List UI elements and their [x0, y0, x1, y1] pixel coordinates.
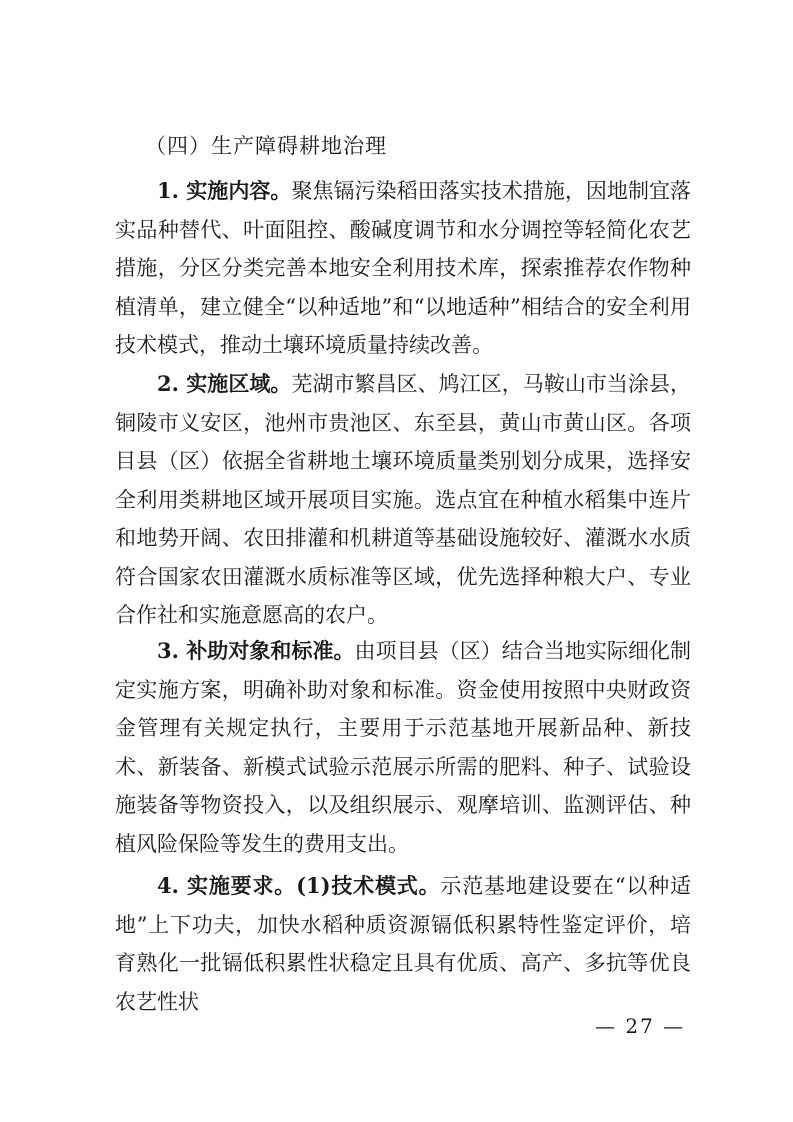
page-number: — 27 — — [595, 1014, 686, 1038]
paragraph-lead: 4. 实施要求。(1)技术模式。 — [157, 873, 441, 898]
paragraph-subsidy-standard — [115, 632, 691, 863]
paragraph-body: 由项目县（区）结合当地实际细化制定实施方案，明确补助对象和标准。资金使用按照中央财政资金管理有关规定执行，主要用于示范基地开展新品种、新技术、新装备、新模式试验示范展示所需的肥料、种子、试验设施装备等物资投入，以及组织展示、观摩培训、监测评估、种植风险保险等发生的费用支出。 — [115, 639, 692, 856]
paragraph-body: 聚焦镉污染稻田落实技术措施，因地制宜落实品种替代、叶面阻控、酸碱度调节和水分调控等轻简化农艺措施，分区分类完善本地安全利用技术库，探索推荐农作物种植清单，建立健全“以种适地”和“以地适种”相结合的安全利用技术模式，推动土壤环境质量持续改善。 — [115, 179, 692, 357]
paragraph-implementation-content — [115, 172, 691, 365]
paragraph-lead: 3. 补助对象和标准。 — [157, 638, 355, 663]
paragraph-lead: 2. 实施区域。 — [157, 371, 292, 396]
paragraph-body: 示范基地建设要在“以种适地”上下功夫，加快水稻种质资源镉低积累特性鉴定评价，培育熟化一批镉低积累性状稳定且具有优质、高产、多抗等优良农艺性状 — [115, 874, 691, 1014]
paragraph-lead: 1. 实施内容。 — [157, 178, 292, 203]
paragraph-implementation-area — [115, 365, 691, 635]
section-heading: （四）生产障碍耕地治理 — [145, 134, 387, 158]
paragraph-implementation-requirements — [115, 867, 691, 1021]
paragraph-body: 芜湖市繁昌区、鸠江区，马鞍山市当涂县，铜陵市义安区，池州市贵池区、东至县，黄山市黄山区。各项目县（区）依据全省耕地土壤环境质量类别划分成果，选择安全利用类耕地区域开展项目实施。选点宜在种植水稻集中连片和地势开阔、农田排灌和机耕道等基础设施较好、灌溉水水质符合国家农田灌溉水质标准等区域，优先选择种粮大户、专业合作社和实施意愿高的农户。 — [115, 372, 692, 627]
